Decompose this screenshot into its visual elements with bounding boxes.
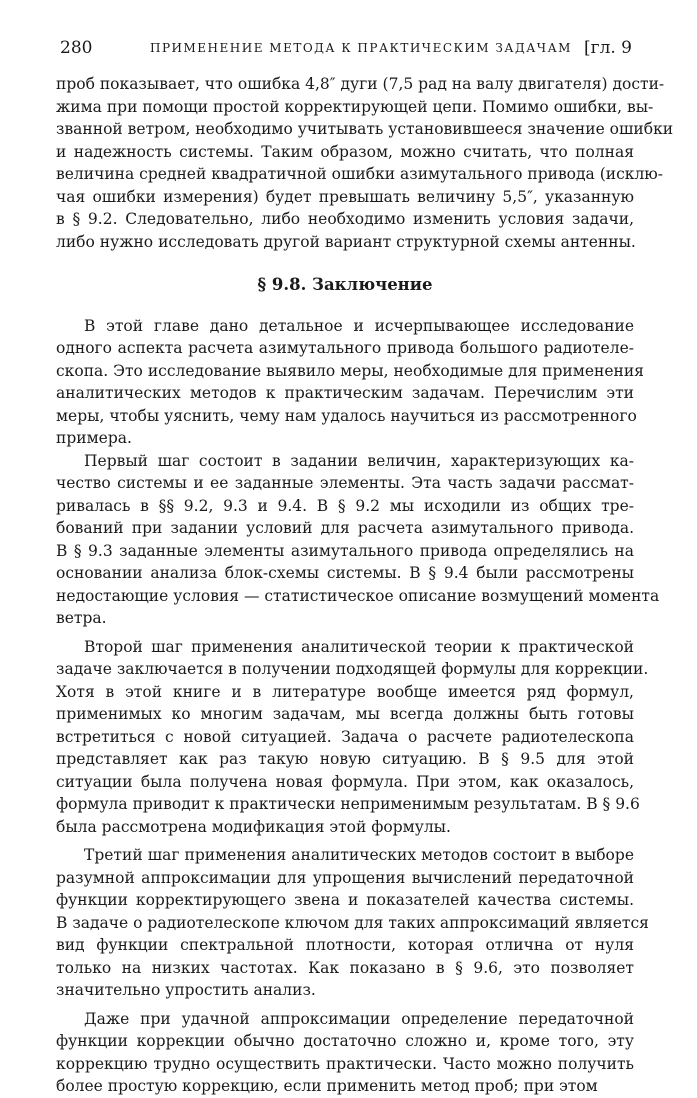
text-line: чая ошибки измерения) будет превышать величину 5,5″, указанную xyxy=(56,187,634,206)
text-line: основании анализа блок-схемы системы. В § 9.4 были рассмотрены xyxy=(56,564,634,582)
text-line: званной ветром, необходимо учитывать установившееся значение ошибки xyxy=(56,120,674,138)
page-number: 280 xyxy=(60,38,93,58)
text-line: скопа. Это исследование выявило меры, необходимые для применения xyxy=(56,361,644,380)
text-line: Первый шаг состоит в задании величин, характеризующих ка- xyxy=(84,451,634,470)
section-heading: § 9.8. Заключение xyxy=(257,275,433,294)
text-line: В задаче о радиотелескопе ключом для таких аппроксимаций является xyxy=(56,913,649,932)
text-line: Даже при удачной аппроксимации определение передаточной xyxy=(84,1009,634,1028)
text-line: примера. xyxy=(56,429,132,447)
text-line: Хотя в этой книге и в литературе вообще имеется ряд формул, xyxy=(56,682,634,701)
text-line: одного аспекта расчета азимутального привода большого радиотеле- xyxy=(56,339,634,357)
page-body xyxy=(56,73,674,1098)
running-title: ПРИМЕНЕНИЕ МЕТОДА К ПРАКТИЧЕСКИМ ЗАДАЧАМ xyxy=(150,41,572,55)
intro-paragraph xyxy=(56,73,674,253)
text-line: бований при задании условий для расчета азимутального привода. xyxy=(56,519,634,537)
text-line: Второй шаг применения аналитической теории к практической xyxy=(84,637,634,656)
text-line: жима при помощи простой корректирующей цепи. Помимо ошибки, вы- xyxy=(56,97,654,116)
text-line: функции корректирующего звена и показателей качества системы. xyxy=(56,891,634,909)
chapter-label: [гл. 9 xyxy=(584,38,632,58)
text-line: ситуации была получена новая формула. При этом, как оказалось, xyxy=(56,772,634,791)
text-line: коррекцию трудно осуществить практически. Часто можно получить xyxy=(56,1054,634,1073)
text-line: только на низких частотах. Как показано в § 9.6, это позволяет xyxy=(56,958,634,977)
paragraph xyxy=(56,636,649,839)
text-line: и надежность системы. Таким образом, можно считать, что полная xyxy=(56,142,634,161)
text-line: формула приводит к практически неприменимым результатам. В § 9.6 xyxy=(56,795,640,813)
text-line: представляет как раз такую новую ситуацию. В § 9.5 для этой xyxy=(56,750,634,768)
text-line: Третий шаг применения аналитических методов состоит в выборе xyxy=(84,846,634,864)
text-line: либо нужно исследовать другой вариант структурной схемы антенны. xyxy=(56,232,636,251)
text-line: проб показывает, что ошибка 4,8″ дуги (7,5 рад на валу двигателя) дости- xyxy=(56,75,665,93)
text-line: значительно упростить анализ. xyxy=(56,981,316,999)
text-line: встретиться с новой ситуацией. Задача о расчете радиотелескопа xyxy=(56,727,634,746)
section-paragraphs xyxy=(56,315,660,1098)
text-line: В § 9.3 заданные элементы азимутального привода определялись на xyxy=(56,541,634,560)
text-line: аналитических методов к практическим задачам. Перечислим эти xyxy=(56,384,634,402)
paragraph xyxy=(56,450,660,630)
running-header xyxy=(60,38,632,68)
text-line: величина средней квадратичной ошибки азимутального привода (исклю- xyxy=(56,165,664,183)
text-line: ривалась в §§ 9.2, 9.3 и 9.4. В § 9.2 мы исходили из общих тре- xyxy=(56,496,634,515)
text-line: недостающие условия — статистическое описание возмущений момента xyxy=(56,586,660,605)
text-line: чество системы и ее заданные элементы. Эта часть задачи рассмат- xyxy=(56,474,634,492)
text-line: В этой главе дано детальное и исчерпывающее исследование xyxy=(84,316,634,335)
text-line: вид функции спектральной плотности, которая отлична от нуля xyxy=(56,936,634,954)
text-line: задаче заключается в получении подходящей формулы для коррекции. xyxy=(56,660,649,678)
text-line: разумной аппроксимации для упрощения вычислений передаточной xyxy=(56,868,634,887)
text-line: ветра. xyxy=(56,609,107,627)
text-line: более простую коррекцию, если применить метод проб; при этом xyxy=(56,1077,598,1095)
paragraph xyxy=(56,1008,634,1098)
text-line: применимых ко многим задачам, мы всегда должны быть готовы xyxy=(56,705,634,723)
text-line: в § 9.2. Следовательно, либо необходимо изменить условия задачи, xyxy=(56,210,634,228)
text-line: была рассмотрена модификация этой формулы. xyxy=(56,817,451,836)
paragraph xyxy=(56,315,644,450)
text-line: функции коррекции обычно достаточно сложно и, кроме того, эту xyxy=(56,1032,634,1050)
paragraph xyxy=(56,844,649,1002)
text-line: меры, чтобы уяснить, чему нам удалось научиться из рассмотренного xyxy=(56,406,637,425)
